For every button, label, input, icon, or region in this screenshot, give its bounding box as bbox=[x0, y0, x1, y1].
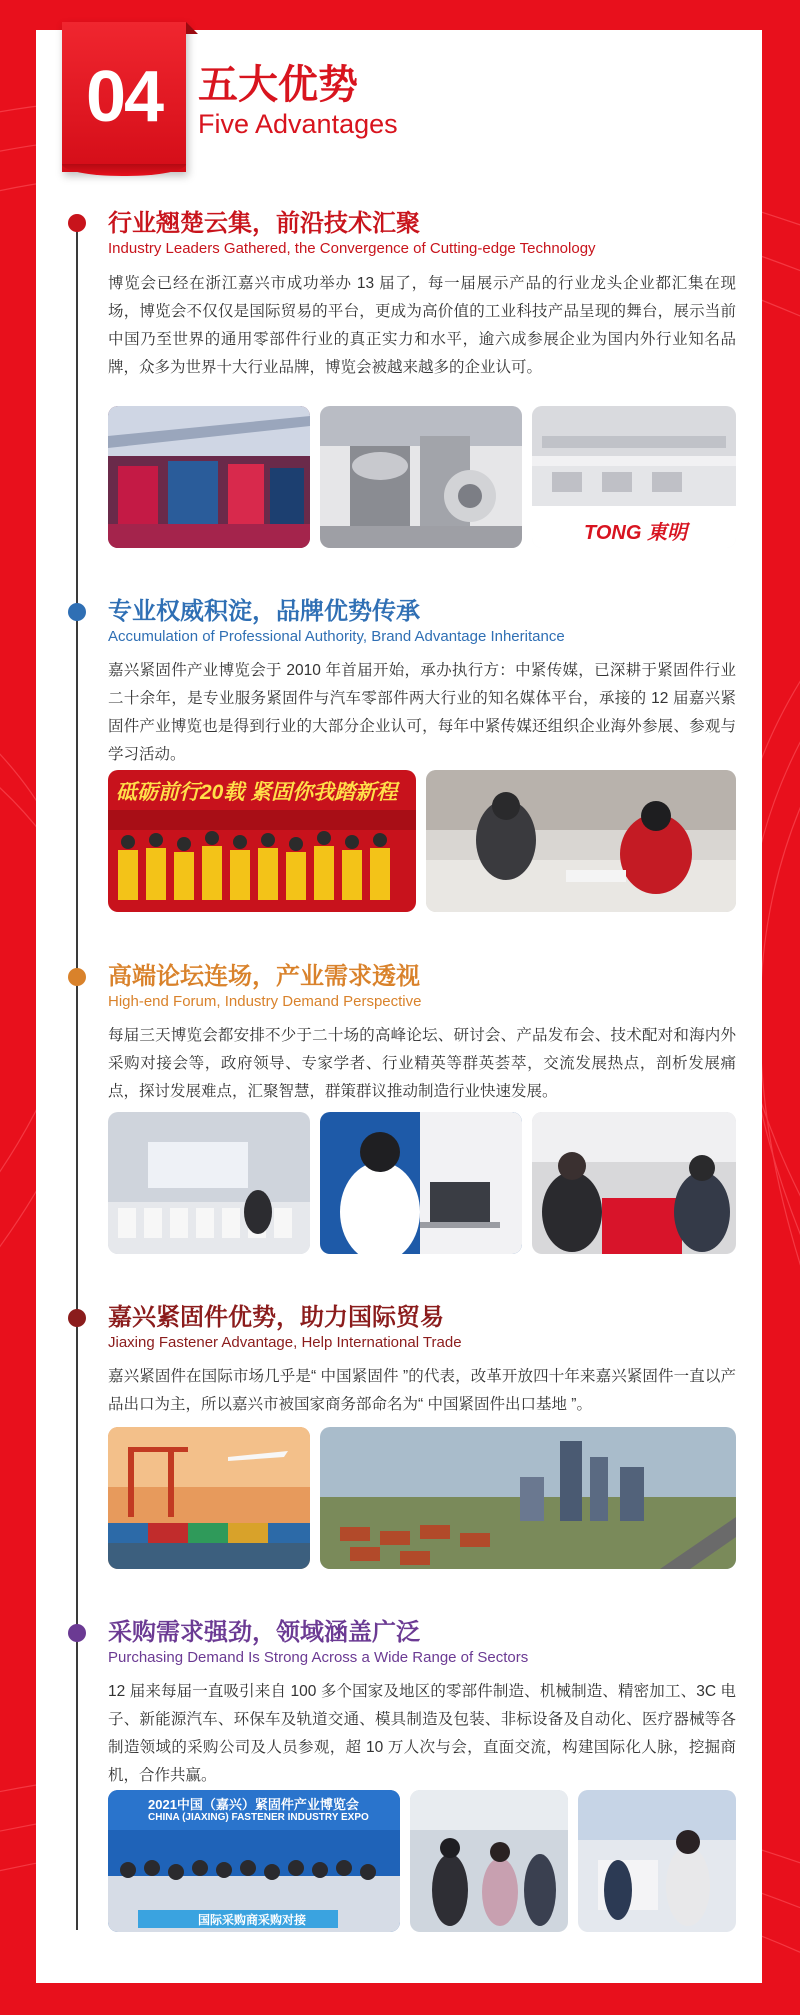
section-3-body: 每届三天博览会都安排不少于二十场的高峰论坛、研讨会、产品发布会、技术配对和海内外采购对接会等，政府领导、专家学者、行业精英等群英荟萃，交流发展热点，剖析发展痛点，探讨发展难点，汇聚智慧，群策群议推动制造行业快速发展。 bbox=[108, 1027, 736, 1100]
photo-registration-desk bbox=[426, 770, 736, 912]
section-4-title: 嘉兴紧固件优势，助力国际贸易 bbox=[108, 1304, 444, 1331]
section-number: 04 bbox=[85, 57, 163, 137]
photo-jiaxing-city bbox=[320, 1427, 736, 1569]
photo-port-cargo bbox=[108, 1427, 310, 1569]
photo-forum-hall bbox=[108, 1112, 310, 1254]
section-2-subtitle: Accumulation of Professional Authority, Brand Advantage Inheritance bbox=[108, 628, 565, 645]
photo-machinery bbox=[320, 406, 522, 548]
timeline-dot-5 bbox=[68, 1624, 86, 1642]
section-1-title: 行业翘楚云集，前沿技术汇聚 bbox=[108, 210, 420, 237]
section-4-body: 嘉兴紧固件在国际市场几乎是“ 中国紧固件 ”的代表，改革开放四十年来嘉兴紧固件一直以产品出口为主，所以嘉兴市被国家商务部命名为“ 中国紧固件出口基地 ”。 bbox=[108, 1368, 736, 1413]
buyers-sign-text: 国际采购商采购对接 bbox=[198, 1913, 307, 1927]
timeline-dot-4 bbox=[68, 1309, 86, 1327]
photo-booth-visit bbox=[578, 1790, 736, 1932]
section-5-title: 采购需求强劲，领域涵盖广泛 bbox=[108, 1619, 420, 1646]
timeline-dot-1 bbox=[68, 214, 86, 232]
photo-speaker-laptop bbox=[320, 1112, 522, 1254]
photo-matchmaking bbox=[532, 1112, 736, 1254]
timeline-dot-2 bbox=[68, 603, 86, 621]
timeline-dot-3 bbox=[68, 968, 86, 986]
section-5-body: 12 届来每届一直吸引来自 100 多个国家及地区的零部件制造、机械制造、精密加工、3C 电子、新能源汽车、环保车及轨道交通、模具制造及包装、非标设备及自动化、医疗器械等各制造领域的采购公司及人员参观，超 10 万人次与会，直面交流，构建国际化人脉，挖掘商机，合作共赢。 bbox=[108, 1683, 736, 1784]
expo-banner-en: CHINA (JIAXING) FASTENER INDUSTRY EXPO bbox=[148, 1812, 369, 1823]
photo-booth-tong bbox=[532, 406, 736, 548]
photo-visitors-aisle bbox=[410, 1790, 568, 1932]
section-3-subtitle: High-end Forum, Industry Demand Perspective bbox=[108, 993, 422, 1010]
photo-expo-hall bbox=[108, 406, 310, 548]
page-subtitle: Five Advantages bbox=[198, 109, 398, 139]
section-1-subtitle: Industry Leaders Gathered, the Convergence of Cutting-edge Technology bbox=[108, 240, 596, 257]
timeline-line bbox=[76, 222, 78, 1930]
booth-brand-label: TONG 東明 bbox=[584, 522, 687, 544]
section-2-title: 专业权威积淀，品牌优势传承 bbox=[108, 598, 420, 625]
section-1-body: 博览会已经在浙江嘉兴市成功举办 13 届了，每一届展示产品的行业龙头企业都汇集在现场，博览会不仅仅是国际贸易的平台，更成为高价值的工业科技产品呈现的舞台，展示当前中国乃至世界的通用零部件行业的真正实力和水平，逾六成参展企业为国内外行业知名品牌，众多为世界十大行业品牌，博览会被越来越多的企业认可。 bbox=[108, 275, 736, 376]
section-4-subtitle: Jiaxing Fastener Advantage, Help International Trade bbox=[108, 1334, 462, 1351]
team-banner-text: 砥砺前行20载 紧固你我踏新程 bbox=[116, 781, 398, 804]
section-3-title: 高端论坛连场，产业需求透视 bbox=[108, 963, 420, 990]
section-5-subtitle: Purchasing Demand Is Strong Across a Wide Range of Sectors bbox=[108, 1649, 529, 1666]
badge-fold bbox=[186, 22, 198, 34]
section-2-body: 嘉兴紧固件产业博览会于 2010 年首届开始，承办执行方：中紧传媒，已深耕于紧固件行业二十余年，是专业服务紧固件与汽车零部件两大行业的知名媒体平台，承接的 12 届嘉兴紧固件产业博览也是得到行业的大部分企业认可，每年中紧传媒还组织企业海外参展、参观与学习活动。 bbox=[108, 662, 736, 763]
photo-team-group bbox=[108, 770, 416, 912]
page-title: 五大优势 bbox=[198, 63, 358, 107]
photo-buyers-group bbox=[108, 1790, 400, 1932]
expo-banner-cn: 2021中国（嘉兴）紧固件产业博览会 bbox=[148, 1797, 359, 1812]
